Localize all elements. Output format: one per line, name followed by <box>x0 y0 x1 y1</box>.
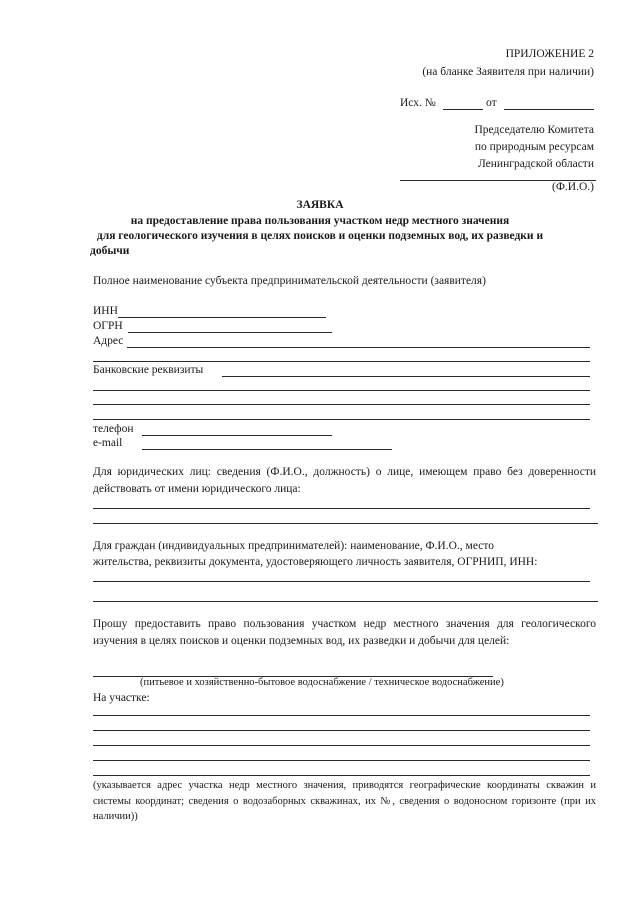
legal-entities-text: Для юридических лиц: сведения (Ф.И.О., должность) о лице, имеющем право без доверенности действовать от имени юридического лица: <box>93 466 596 495</box>
citizens-field-1[interactable] <box>93 581 590 582</box>
site-label: На участке: <box>93 692 150 704</box>
request-text: Прошу предоставить право пользования участком недр местного значения для геологического изучения в целях поисков и оценки подземных вод, их разведки и добычи для целей: <box>93 618 596 647</box>
ogrn-field[interactable] <box>128 332 332 333</box>
bank-details-field-line-3[interactable] <box>93 404 590 405</box>
legal-entities-field-1[interactable] <box>93 508 590 509</box>
email-field[interactable] <box>142 449 392 450</box>
document-subtitle-1: на предоставление права пользования участком недр местного значения <box>130 215 510 227</box>
bank-details-field-line-2[interactable] <box>93 390 590 391</box>
legal-entities-field-2[interactable] <box>93 523 598 524</box>
ref-date-field[interactable] <box>504 109 594 110</box>
document-subtitle-2: для геологического изучения в целях поисков и оценки подземных вод, их разведки и <box>96 230 544 242</box>
purpose-hint: (питьевое и хозяйственно-бытовое водоснабжение / техническое водоснабжение) <box>140 677 504 688</box>
ref-number-field[interactable] <box>443 109 483 110</box>
bank-details-label: Банковские реквизиты <box>93 364 204 376</box>
phone-label: телефон <box>93 423 134 435</box>
inn-label: ИНН <box>93 305 118 317</box>
document-subtitle-3: добычи <box>90 245 130 257</box>
site-field-1[interactable] <box>93 715 590 716</box>
bank-details-field-line-4[interactable] <box>93 419 590 420</box>
site-field-4[interactable] <box>93 760 590 761</box>
email-label: e-mail <box>93 437 123 449</box>
address-field-line-2[interactable] <box>93 361 590 362</box>
site-field-2[interactable] <box>93 730 590 731</box>
citizens-field-2[interactable] <box>93 601 598 602</box>
document-title: ЗАЯВКА <box>296 199 344 211</box>
phone-field[interactable] <box>142 435 332 436</box>
site-field-5[interactable] <box>93 775 590 776</box>
site-hint: (указывается адрес участка недр местного значения, приводятся географические координаты скважин и системы координат; сведения о водозаборных скважинах, их №, сведения о водоносном горизонте (при их наличии)) <box>93 780 596 822</box>
appendix-note: (на бланке Заявителя при наличии) <box>422 66 594 78</box>
addressee-line-2: по природным ресурсам <box>474 141 594 153</box>
inn-field[interactable] <box>118 317 326 318</box>
appendix-label: ПРИЛОЖЕНИЕ 2 <box>505 48 594 60</box>
site-field-3[interactable] <box>93 745 590 746</box>
fio-caption: (Ф.И.О.) <box>552 181 594 193</box>
address-label: Адрес <box>93 335 124 347</box>
full-name-label: Полное наименование субъекта предпринимательской деятельности (заявителя) <box>93 275 486 287</box>
address-field[interactable] <box>127 347 590 348</box>
ogrn-label: ОГРН <box>93 320 123 332</box>
bank-details-field[interactable] <box>222 376 590 377</box>
citizens-text-1: Для граждан (индивидуальных предпринимателей): наименование, Ф.И.О., место <box>93 540 494 552</box>
ref-date-label: от <box>486 97 497 109</box>
citizens-text-2: жительства, реквизиты документа, удостоверяющего личность заявителя, ОГРНИП, ИНН: <box>93 556 538 568</box>
addressee-line-1: Председателю Комитета <box>474 124 594 136</box>
ref-number-label: Исх. № <box>400 97 436 109</box>
addressee-line-3: Ленинградской области <box>477 158 594 170</box>
